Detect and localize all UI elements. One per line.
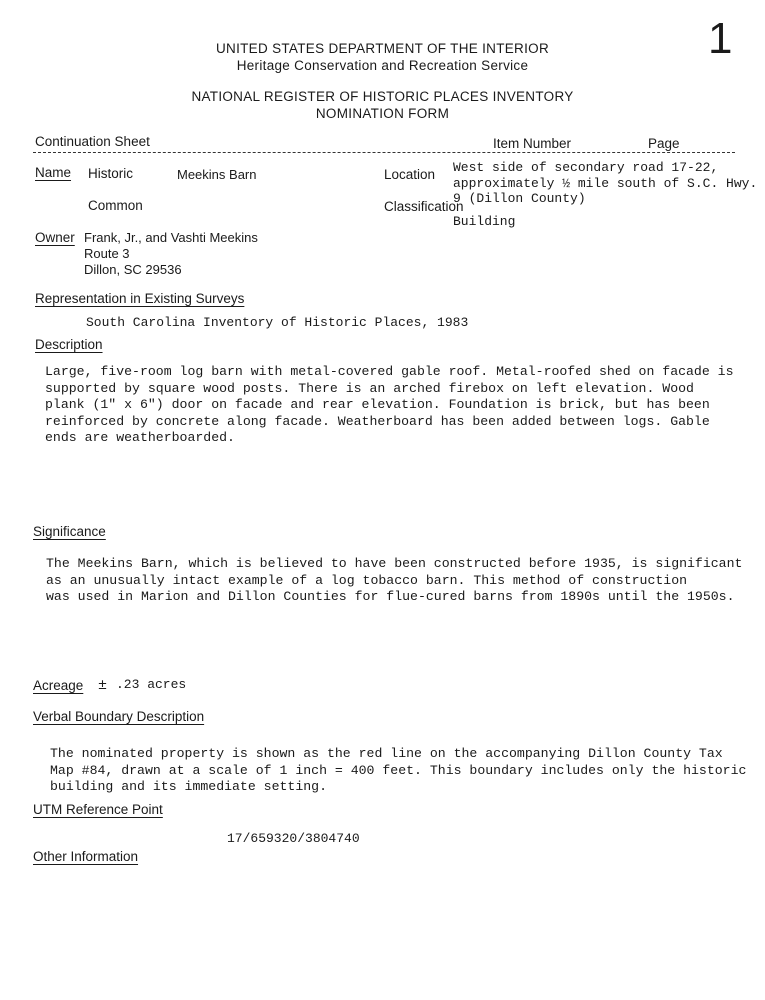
description-line: reinforced by concrete along facade. Weatherboard has been added between logs. Gable xyxy=(45,413,710,429)
representation-value: South Carolina Inventory of Historic Places, 1983 xyxy=(86,315,469,330)
location-line-1: West side of secondary road 17-22, xyxy=(453,160,719,175)
boundary-line: building and its immediate setting. xyxy=(50,779,327,794)
acreage-value: .23 acres xyxy=(116,677,187,692)
page-number: 1 xyxy=(708,14,733,63)
significance-line: as an unusually intact example of a log tobacco barn. This method of construction xyxy=(46,572,688,588)
page-label: Page xyxy=(648,136,680,151)
description-paragraph xyxy=(45,364,734,447)
location-line-3: 9 (Dillon County) xyxy=(453,191,586,206)
significance-line: was used in Marion and Dillon Counties for flue-cured barns from 1890s until the 1950s. xyxy=(46,589,735,604)
representation-heading: Representation in Existing Surveys xyxy=(35,291,245,306)
location-line-2: approximately ½ mile south of S.C. Hwy. xyxy=(453,176,758,191)
owner-line-1: Frank, Jr., and Vashti Meekins xyxy=(84,230,258,245)
location-label: Location xyxy=(384,167,436,182)
boundary-line: Map #84, drawn at a scale of 1 inch = 400 feet. This boundary includes only the historic xyxy=(50,762,747,778)
header-register-title: NATIONAL REGISTER OF HISTORIC PLACES INVENTORY xyxy=(191,89,574,104)
continuation-sheet-label: Continuation Sheet xyxy=(35,134,150,149)
significance-paragraph xyxy=(46,556,742,606)
header-rule xyxy=(33,152,735,153)
boundary-paragraph xyxy=(50,746,746,796)
description-line: ends are weatherboarded. xyxy=(45,430,235,445)
owner-line-3: Dillon, SC 29536 xyxy=(84,262,182,277)
boundary-line: The nominated property is shown as the red line on the accompanying Dillon County Tax xyxy=(50,746,723,761)
owner-line-2: Route 3 xyxy=(84,246,130,261)
description-line: supported by square wood posts. There is an arched firebox on left elevation. Wood xyxy=(45,380,694,396)
historic-name-value: Meekins Barn xyxy=(177,167,257,182)
acreage-plus-minus: ± xyxy=(98,677,108,694)
description-line: Large, five-room log barn with metal-covered gable roof. Metal-roofed shed on facade is xyxy=(45,364,734,379)
classification-value: Building xyxy=(453,214,516,229)
owner-label: Owner xyxy=(35,230,75,245)
utm-heading: UTM Reference Point xyxy=(33,802,163,817)
common-label: Common xyxy=(88,198,143,213)
item-number-label: Item Number xyxy=(493,136,572,151)
description-heading: Description xyxy=(35,337,103,352)
header-department: UNITED STATES DEPARTMENT OF THE INTERIOR xyxy=(215,41,550,56)
header-form-title: NOMINATION FORM xyxy=(315,106,450,121)
other-information-heading: Other Information xyxy=(33,849,139,864)
utm-value: 17/659320/3804740 xyxy=(227,831,360,846)
significance-heading: Significance xyxy=(33,524,106,539)
boundary-heading: Verbal Boundary Description xyxy=(33,709,205,724)
acreage-heading: Acreage xyxy=(33,678,84,693)
classification-label: Classification xyxy=(384,199,464,214)
header-service: Heritage Conservation and Recreation Service xyxy=(236,58,529,73)
significance-line: The Meekins Barn, which is believed to have been constructed before 1935, is significant xyxy=(46,556,743,571)
description-line: plank (1" x 6") door on facade and rear elevation. Foundation is brick, but has been xyxy=(45,397,710,412)
name-label: Name xyxy=(35,165,72,180)
historic-label: Historic xyxy=(88,166,134,181)
